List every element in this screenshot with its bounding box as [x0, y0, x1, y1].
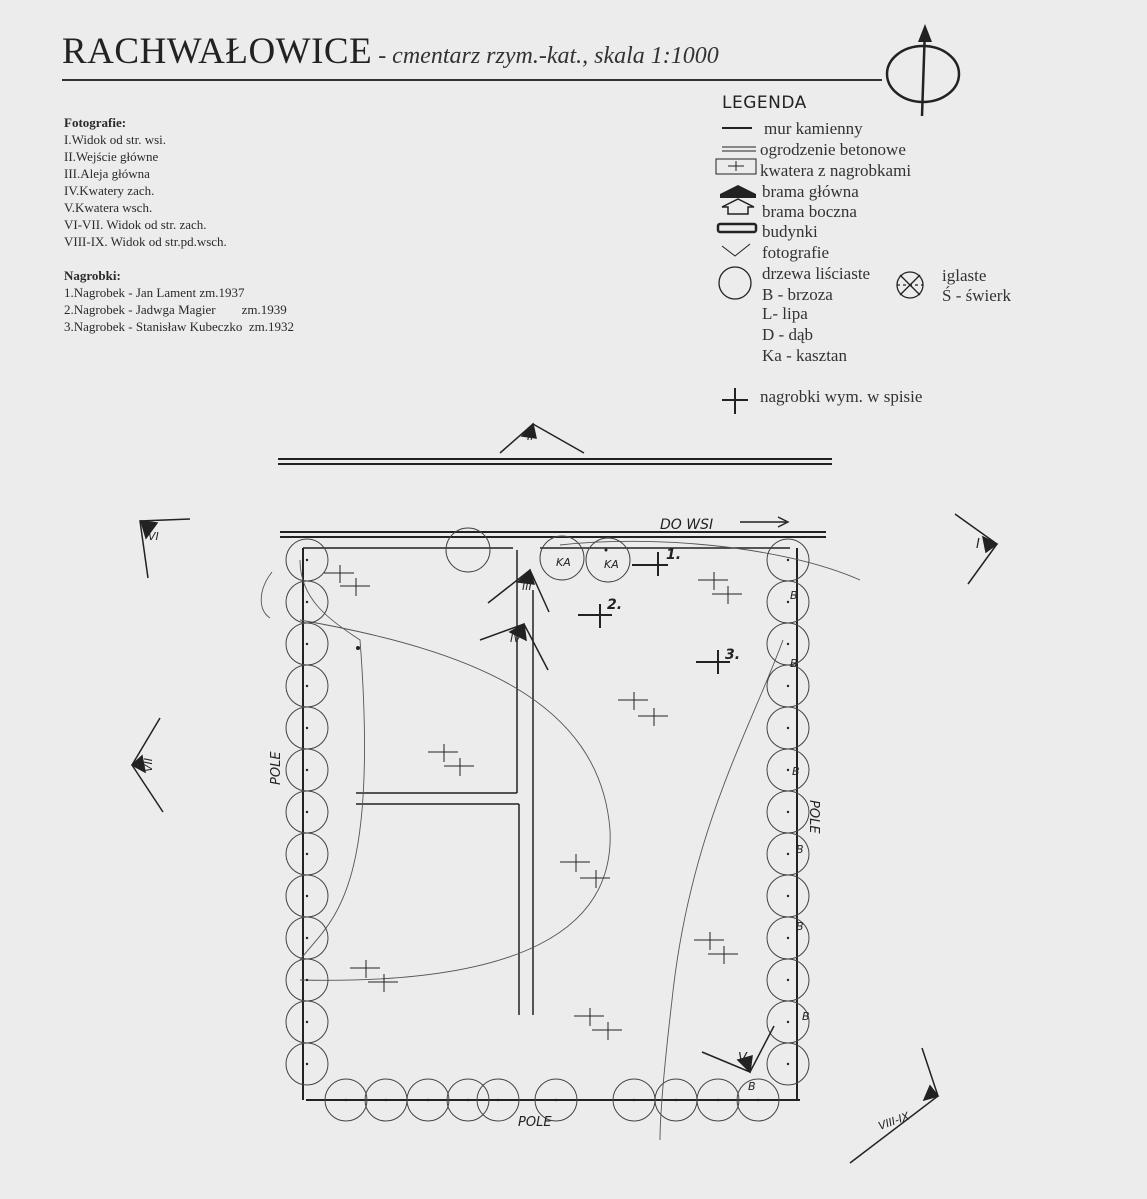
- photo-II-marker: [500, 424, 584, 453]
- legend-wall-label: mur kamienny: [764, 119, 863, 138]
- legend-symbols: [716, 128, 923, 414]
- legend-buildings-label: budynki: [762, 222, 818, 241]
- tree-trunk-dot: [787, 853, 789, 855]
- field-east-label: POLE: [806, 800, 821, 834]
- birch-tree-label: B: [792, 765, 800, 778]
- legend-listed-graves-label: nagrobki wym. w spisie: [760, 387, 923, 406]
- tree-trunk-dot: [306, 643, 308, 645]
- photo-VI-marker: [140, 519, 190, 578]
- to-village-label: DO WSI: [660, 517, 714, 533]
- legend-title: LEGENDA: [722, 93, 807, 113]
- photo-list-item: V.Kwatera wsch.: [64, 200, 153, 215]
- quarter-symbol-icon: [716, 159, 756, 174]
- listed-graves: [578, 552, 730, 674]
- to-village-arrow-icon: [740, 517, 788, 527]
- tree-trunk-dot: [787, 1063, 789, 1065]
- tree-trunk-dot: [306, 1063, 308, 1065]
- grave-2-label: 2.: [607, 597, 623, 613]
- conifer-tree-symbol-icon: [897, 272, 923, 298]
- title-sub: - cmentarz rzym.-kat., skala 1:1000: [372, 43, 719, 69]
- tree-trunk-dot: [757, 1099, 759, 1101]
- tree-trunk-dot: [306, 559, 308, 561]
- tree-trunk-dot: [787, 937, 789, 939]
- legend-conifer-label: iglaste: [942, 266, 987, 285]
- legend-quarter-label: kwatera z nagrobkami: [760, 161, 912, 180]
- photo-list-item: VIII-IX. Widok od str.pd.wsch.: [64, 234, 227, 249]
- birch-tree-label: B: [802, 1010, 810, 1023]
- birch-tree-label: B: [796, 920, 804, 933]
- photo-VIII-IX-label: VIII-IX: [876, 1109, 912, 1133]
- main-alley: [356, 550, 533, 1015]
- tree-trunk-dot: [555, 1099, 557, 1101]
- photo-III-marker: [488, 570, 549, 612]
- legend-chestnut-label: Ka - kasztan: [762, 346, 847, 365]
- tree-trunk-dot: [306, 1021, 308, 1023]
- tree-trunk-dot: [787, 811, 789, 813]
- north-arrow-icon: [887, 24, 959, 116]
- photo-II-label: II: [527, 430, 534, 443]
- tree-trunk-dot: [497, 1099, 499, 1101]
- fence-symbol-icon: [722, 147, 756, 151]
- tree-trunk-dot: [306, 601, 308, 603]
- field-west-label: POLE: [269, 751, 284, 785]
- tree-trunk-dot: [306, 769, 308, 771]
- tree-trunk-dot: [787, 559, 789, 561]
- photo-I-label: I: [976, 537, 980, 552]
- listed-grave-symbol-icon: [722, 388, 748, 414]
- road-lines: [278, 459, 832, 537]
- photo-IV-label: IV: [510, 632, 521, 645]
- legend-birch-label: B - brzoza: [762, 285, 833, 304]
- birch-tree-label: B: [748, 1080, 756, 1093]
- photo-VII-label: VII: [142, 757, 155, 772]
- legend-main-gate-label: brama główna: [762, 182, 859, 201]
- title-main: RACHWAŁOWICE: [62, 31, 373, 72]
- photo-VIII-IX-marker: [850, 1048, 938, 1163]
- tree-trunk-dot: [306, 853, 308, 855]
- photo-IV-marker: [480, 624, 548, 670]
- tree-trunk-dot: [787, 895, 789, 897]
- building-symbol-icon: [718, 224, 756, 232]
- tree-trunk-dot: [787, 643, 789, 645]
- path-arcs: [261, 541, 860, 1140]
- photo-symbol-icon: [722, 244, 750, 256]
- photo-VI-label: VI: [148, 530, 159, 543]
- grave-list-item: 2.Nagrobek - Jadwga Magier zm.1939: [64, 302, 287, 317]
- photo-list-item: II.Wejście główne: [64, 149, 159, 164]
- main-gate-symbol-icon: [720, 185, 756, 198]
- tree-trunk-dot: [306, 811, 308, 813]
- tree-trunk-dot: [717, 1099, 719, 1101]
- tree-trunk-dot: [787, 769, 789, 771]
- legend-fence-label: ogrodzenie betonowe: [760, 140, 906, 159]
- tree-trunk-dot: [306, 685, 308, 687]
- grave-list-item: 3.Nagrobek - Stanisław Kubeczko zm.1932: [64, 319, 294, 334]
- tree-trunk-dot: [633, 1099, 635, 1101]
- tree-trunk-dot: [787, 601, 789, 603]
- cemetery-wall: [303, 548, 800, 1100]
- side-gate-symbol-icon: [722, 199, 754, 214]
- tree-trunk-dot: [385, 1099, 387, 1101]
- tree-trunk-dot: [345, 1099, 347, 1101]
- tree-trunk-dot: [306, 937, 308, 939]
- tree-trunk-dot: [306, 727, 308, 729]
- tree-trunk-dot: [787, 979, 789, 981]
- tree-trunk-dot: [427, 1099, 429, 1101]
- tree-trunk-dot: [675, 1099, 677, 1101]
- legend-deciduous-label: drzewa liściaste: [762, 264, 871, 283]
- photo-markers: [132, 424, 997, 1163]
- legend-side-gate-label: brama boczna: [762, 202, 857, 221]
- photo-list-item: I.Widok od str. wsi.: [64, 132, 167, 147]
- photo-V-label: V: [738, 1051, 747, 1066]
- grave-1-label: 1.: [666, 547, 682, 563]
- photo-list-item: VI-VII. Widok od str. zach.: [64, 217, 207, 232]
- legend-oak-label: D - dąb: [762, 325, 813, 344]
- photos-heading: Fotografie:: [64, 115, 127, 130]
- birch-tree-label: B: [790, 657, 798, 670]
- tree-trunk-dot: [787, 685, 789, 687]
- birch-tree-label: B: [790, 589, 798, 602]
- photo-III-label: III: [522, 580, 532, 593]
- tree-row: [286, 539, 809, 1121]
- legend-linden-label: L- lipa: [762, 304, 808, 323]
- tree-trunk-dot: [787, 727, 789, 729]
- tree-trunk-dot: [467, 1099, 469, 1101]
- grave-list-item: 1.Nagrobek - Jan Lament zm.1937: [64, 285, 245, 300]
- tree-trunk-dot: [306, 979, 308, 981]
- tree-trunk-dot: [306, 895, 308, 897]
- field-south-label: POLE: [518, 1115, 552, 1130]
- legend-photos-label: fotografie: [762, 243, 830, 262]
- photo-list-item: III.Aleja główna: [64, 166, 150, 181]
- grave-3-label: 3.: [725, 647, 741, 663]
- legend-spruce-label: Ś - świerk: [942, 286, 1011, 305]
- tree-trunk-dot: [787, 1021, 789, 1023]
- graves-heading: Nagrobki:: [64, 268, 121, 283]
- deciduous-tree-symbol-icon: [719, 267, 751, 299]
- chestnut-tree-label: KA: [556, 556, 571, 569]
- photo-list-item: IV.Kwatery zach.: [64, 183, 155, 198]
- chestnut-tree-label: KA: [604, 558, 619, 571]
- birch-tree-label: B: [796, 843, 804, 856]
- grave-1-marker: [632, 552, 668, 576]
